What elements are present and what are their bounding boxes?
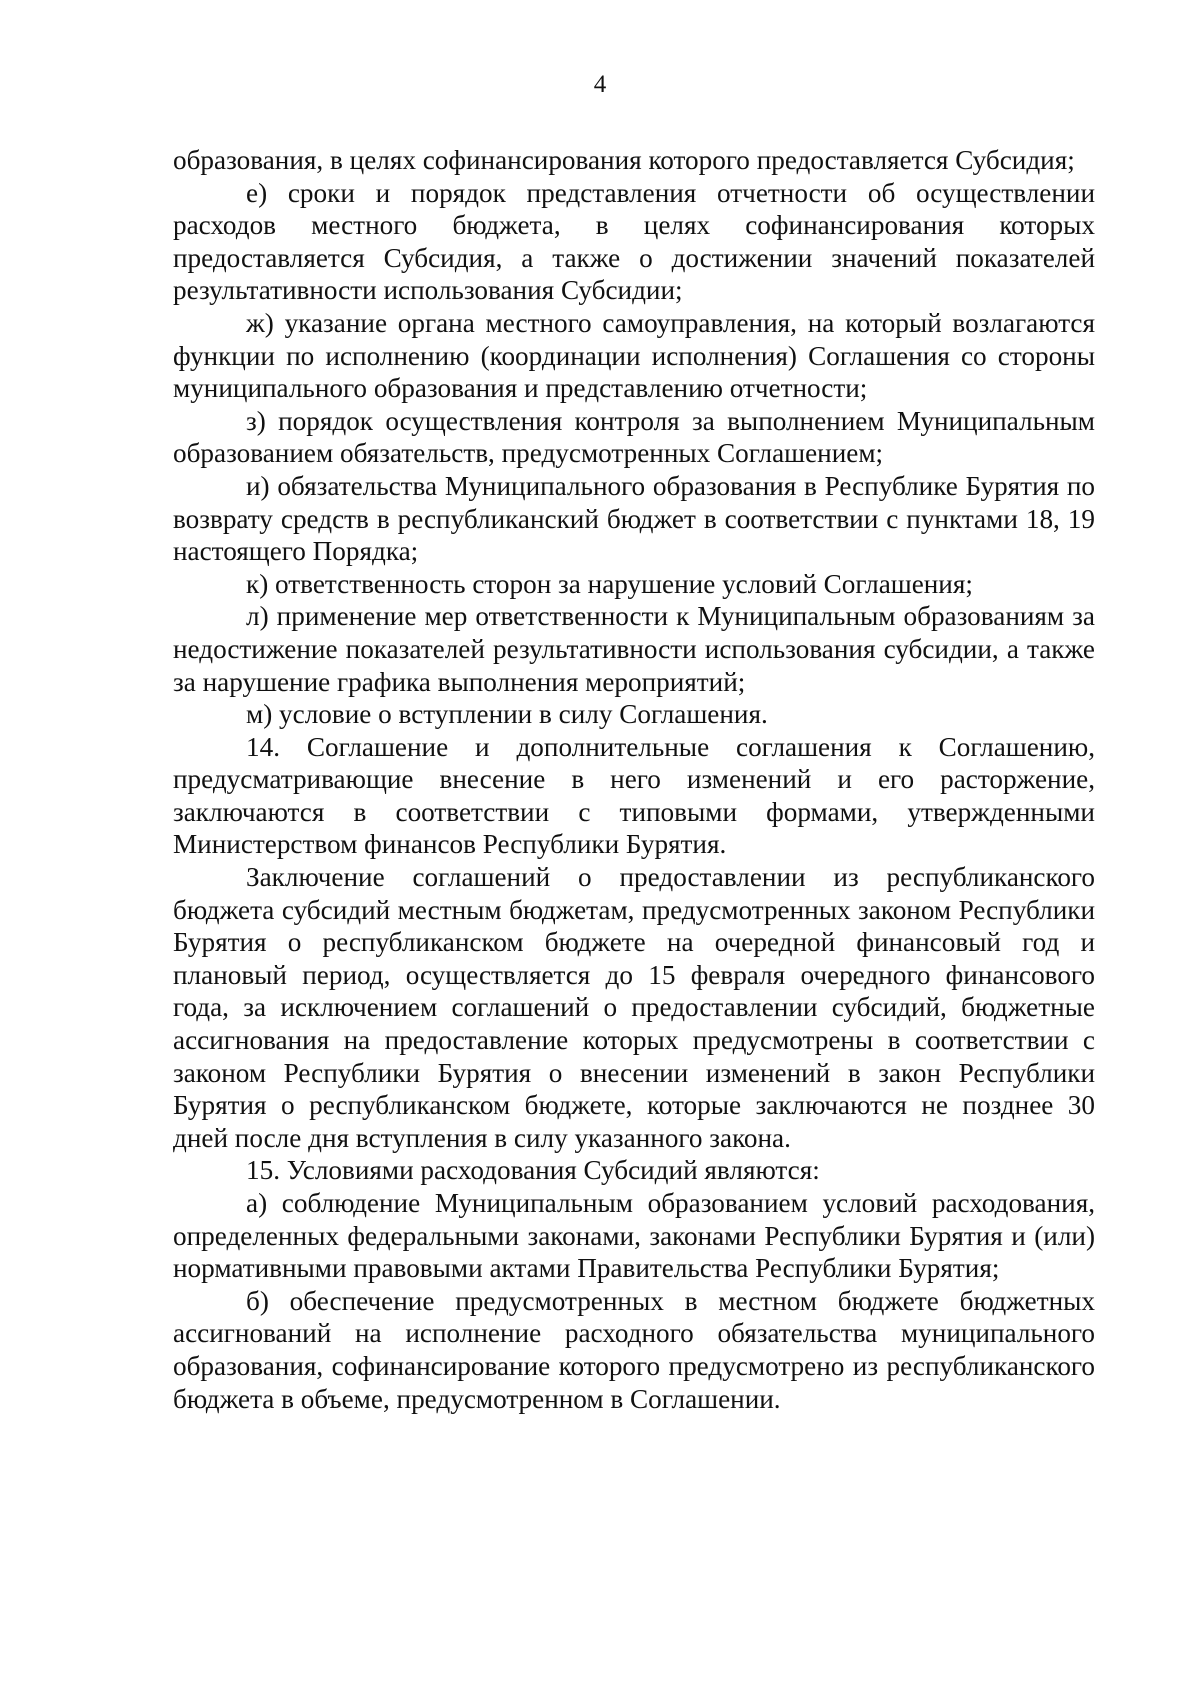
document-body: [173, 144, 1095, 1415]
paragraph: л) применение мер ответственности к Муниципальным образованиям за недостижение показателей результативности использования субсидии, а также за нарушение графика выполнения мероприятий;: [173, 601, 1095, 697]
paragraph: к) ответственность сторон за нарушение условий Соглашения;: [246, 568, 973, 599]
paragraph: 14. Соглашение и дополнительные соглашения к Соглашению, предусматривающие внесение в него изменений и его расторжение, заключаются в соответствии с типовыми формами, утвержденными Министерством финансов Республики Бурятия.: [173, 731, 1095, 860]
paragraph: м) условие о вступлении в силу Соглашения.: [246, 699, 768, 730]
paragraph: б) обеспечение предусмотренных в местном бюджете бюджетных ассигнований на исполнение расходного обязательства муниципального образования, софинансирование которого предусмотрено из республиканского бюджета в объеме, предусмотренном в Соглашении.: [173, 1285, 1095, 1414]
paragraph: образования, в целях софинансирования которого предоставляется Субсидия;: [173, 145, 1075, 175]
paragraph: и) обязательства Муниципального образования в Республике Бурятия по возврату средств в республиканский бюджет в соответствии с пунктами 18, 19 настоящего Порядка;: [173, 470, 1095, 567]
page-number: 4: [593, 71, 607, 98]
paragraph: Заключение соглашений о предоставлении из республиканского бюджета субсидий местным бюджетам, предусмотренных законом Республики Бурятия о республиканском бюджете на очередной финансовый год и плановый период, осуществляется до 15 февраля очередного финансового года, за исключением соглашений о предоставлении субсидий, бюджетные ассигнования на предоставление которых предусмотрены в соответствии с законом Республики Бурятия о внесении изменений в закон Республики Бурятия о республиканском бюджете, которые заключаются не позднее 30 дней после дня вступления в силу указанного закона.: [173, 862, 1095, 1153]
paragraph: е) сроки и порядок представления отчетности об осуществлении расходов местного бюджета, в целях софинансирования которых предоставляется Субсидия, а также о достижении значений показателей результативности использования Субсидии;: [173, 177, 1095, 306]
paragraph: 15. Условиями расходования Субсидий являются:: [246, 1155, 820, 1186]
paragraph: а) соблюдение Муниципальным образованием условий расходования, определенных федеральными законами, законами Республики Бурятия и (или) нормативными правовыми актами Правительства Республики Бурятия;: [173, 1188, 1095, 1284]
paragraph: ж) указание органа местного самоуправления, на который возлагаются функции по исполнению (координации исполнения) Соглашения со стороны муниципального образования и представлению отчетности;: [173, 307, 1095, 404]
paragraph: з) порядок осуществления контроля за выполнением Муниципальным образованием обязательств, предусмотренных Соглашением;: [173, 405, 1095, 469]
